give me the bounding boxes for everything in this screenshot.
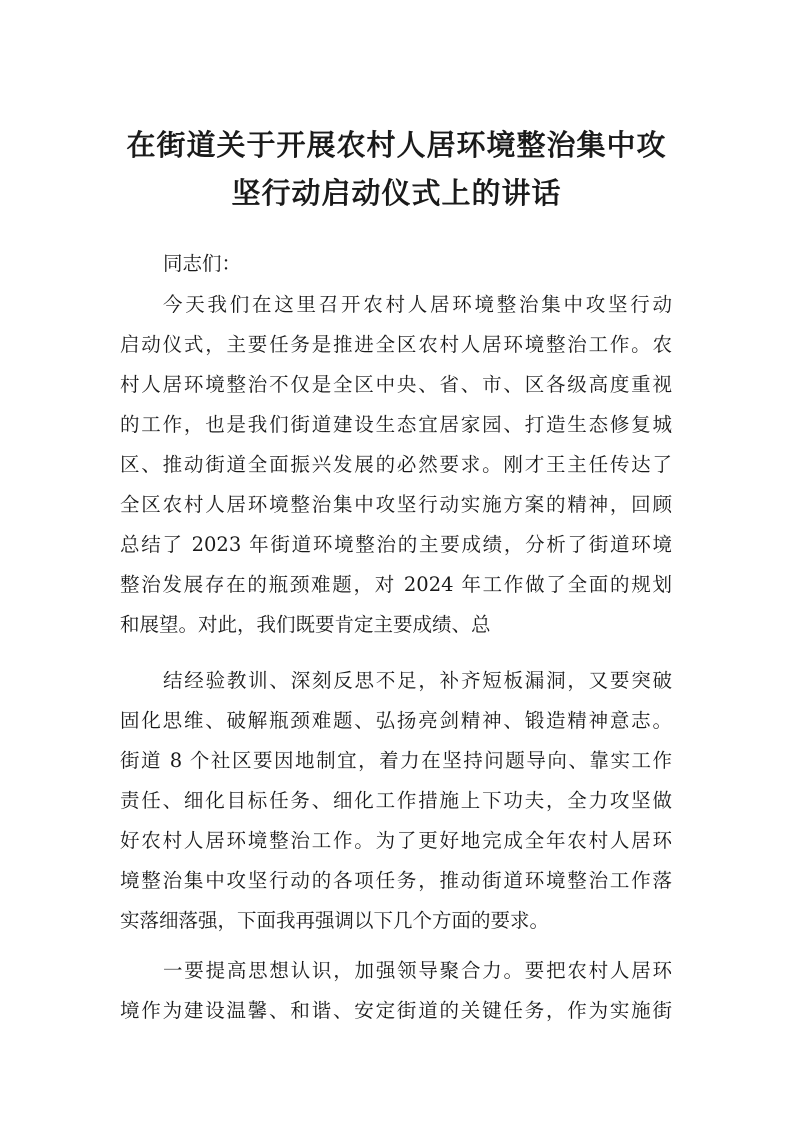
paragraph-1-line: 区、推动街道全面振兴发展的必然要求。刚才王主任传达了 bbox=[120, 453, 672, 476]
paragraph-3-line: 境作为建设温馨、和谐、安定街道的关键任务，作为实施街 bbox=[120, 999, 672, 1022]
salutation: 同志们： bbox=[163, 252, 242, 275]
paragraph-1-line: 总结了 2023 年街道环境整治的主要成绩，分析了街道环境 bbox=[120, 533, 672, 556]
paragraph-1-line: 和展望。对此，我们既要肯定主要成绩、总 bbox=[120, 613, 491, 636]
paragraph-1-line: 今天我们在这里召开农村人居环境整治集中攻坚行动 bbox=[163, 293, 672, 316]
document-title-line-1: 在街道关于开展农村人居环境整治集中攻 bbox=[126, 128, 667, 162]
paragraph-2-line: 实落细落强，下面我再强调以下几个方面的要求。 bbox=[120, 909, 550, 932]
paragraph-1-line: 的工作，也是我们街道建设生态宜居家园、打造生态修复城 bbox=[120, 413, 672, 436]
paragraph-1-line: 全区农村人居环境整治集中攻坚行动实施方案的精神，回顾 bbox=[120, 493, 672, 516]
paragraph-2-line: 境整治集中攻坚行动的各项任务，推动街道环境整治工作落 bbox=[120, 869, 672, 892]
paragraph-1-line: 启动仪式，主要任务是推进全区农村人居环境整治工作。农 bbox=[120, 333, 672, 356]
paragraph-2-line: 结经验教训、深刻反思不足，补齐短板漏洞，又要突破 bbox=[163, 669, 672, 692]
paragraph-2-line: 街道 8 个社区要因地制宜，着力在坚持问题导向、靠实工作 bbox=[120, 749, 672, 772]
paragraph-2-line: 好农村人居环境整治工作。为了更好地完成全年农村人居环 bbox=[120, 829, 672, 852]
document-title-line-2: 坚行动启动仪式上的讲话 bbox=[231, 176, 562, 210]
paragraph-2-line: 责任、细化目标任务、细化工作措施上下功夫，全力攻坚做 bbox=[120, 789, 672, 812]
paragraph-3-line: 一要提高思想认识，加强领导聚合力。要把农村人居环 bbox=[163, 959, 672, 982]
paragraph-1-line: 整治发展存在的瓶颈难题，对 2024 年工作做了全面的规划 bbox=[120, 573, 672, 596]
paragraph-2-line: 固化思维、破解瓶颈难题、弘扬亮剑精神、锻造精神意志。 bbox=[120, 709, 672, 732]
paragraph-1-line: 村人居环境整治不仅是全区中央、省、市、区各级高度重视 bbox=[120, 373, 672, 396]
